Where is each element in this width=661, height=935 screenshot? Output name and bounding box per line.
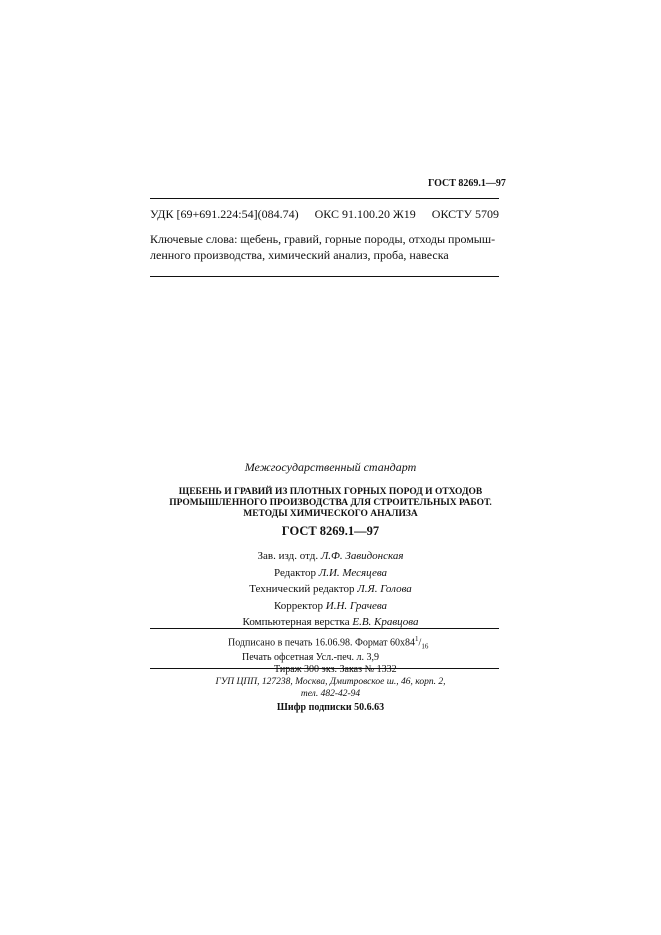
- print-info-top-rule: [150, 628, 499, 629]
- staff-line: [0, 548, 661, 565]
- staff-role: Корректор: [273, 599, 323, 612]
- staff-role: Редактор: [273, 566, 317, 579]
- title-line: ЩЕБЕНЬ И ГРАВИЙ ИЗ ПЛОТНЫХ ГОРНЫХ ПОРОД И ОТХОДОВ: [178, 487, 483, 497]
- staff-name: И.Н. Грачева: [325, 599, 388, 612]
- standard-type: Межгосударственный стандарт: [244, 460, 417, 474]
- staff-name: Л.Ф. Завидонская: [320, 550, 404, 562]
- title-line: МЕТОДЫ ХИМИЧЕСКОГО АНАЛИЗА: [243, 509, 418, 519]
- print-info-bottom-rule: [150, 668, 499, 669]
- keywords-line: Ключевые слова: щебень, гравий, горные породы, отходы промыш-: [150, 232, 496, 246]
- staff-line: [0, 598, 661, 615]
- udk-code: УДК [69+691.224:54](084.74): [150, 207, 299, 221]
- header-standard-id: ГОСТ 8269.1—97: [428, 178, 506, 189]
- publisher-phone: тел. 482-42-94: [300, 689, 361, 699]
- publisher-address: ГУП ЦПП, 127238, Москва, Дмитровское ш., 46, корп. 2,: [215, 677, 446, 687]
- staff-name: Л.Я. Голова: [357, 583, 412, 595]
- print-info-line: Подписано в печать 16.06.98. Формат $60x84^1/_{16}$: [228, 635, 429, 651]
- staff-name: Е.В. Кравцова: [352, 616, 419, 628]
- format-fraction-denominator: 16: [421, 642, 429, 651]
- oks-code: ОКС 91.100.20 Ж19: [314, 207, 416, 221]
- okstu-code: ОКСТУ 5709: [431, 207, 499, 221]
- classification-line: [150, 207, 499, 222]
- staff-credits: [0, 548, 661, 631]
- header-top-rule: [150, 198, 499, 199]
- publisher-info: [0, 676, 661, 700]
- staff-name: Л.И. Месяцева: [318, 566, 388, 579]
- signed-to-print: Подписано в печать 16.06.98. Формат 60x84: [228, 637, 416, 649]
- staff-line: [0, 565, 661, 582]
- colophon-standard-id: ГОСТ 8269.1—97: [281, 524, 380, 538]
- print-info-line: Тираж 300 экз. Заказ № 1332: [274, 664, 397, 676]
- keywords-line: ленного производства, химический анализ, проба, навеска: [150, 248, 449, 262]
- staff-line: [0, 581, 661, 598]
- header-bottom-rule: [150, 276, 499, 277]
- print-info: [228, 633, 428, 676]
- print-info-line: Печать офсетная Усл.-печ. л. 3,9: [242, 652, 379, 664]
- document-title: [0, 487, 661, 520]
- title-line: ПРОМЫШЛЕННОГО ПРОИЗВОДСТВА ДЛЯ СТРОИТЕЛЬНЫХ РАБОТ.: [169, 498, 492, 508]
- staff-role: Зав. изд. отд.: [257, 550, 319, 562]
- staff-role: Технический редактор: [249, 583, 355, 595]
- subscription-code: Шифр подписки 50.6.63: [276, 702, 385, 713]
- format-fraction-numerator: 1: [415, 635, 419, 643]
- staff-role: Компьютерная верстка: [242, 616, 350, 628]
- keywords-block: [150, 231, 505, 263]
